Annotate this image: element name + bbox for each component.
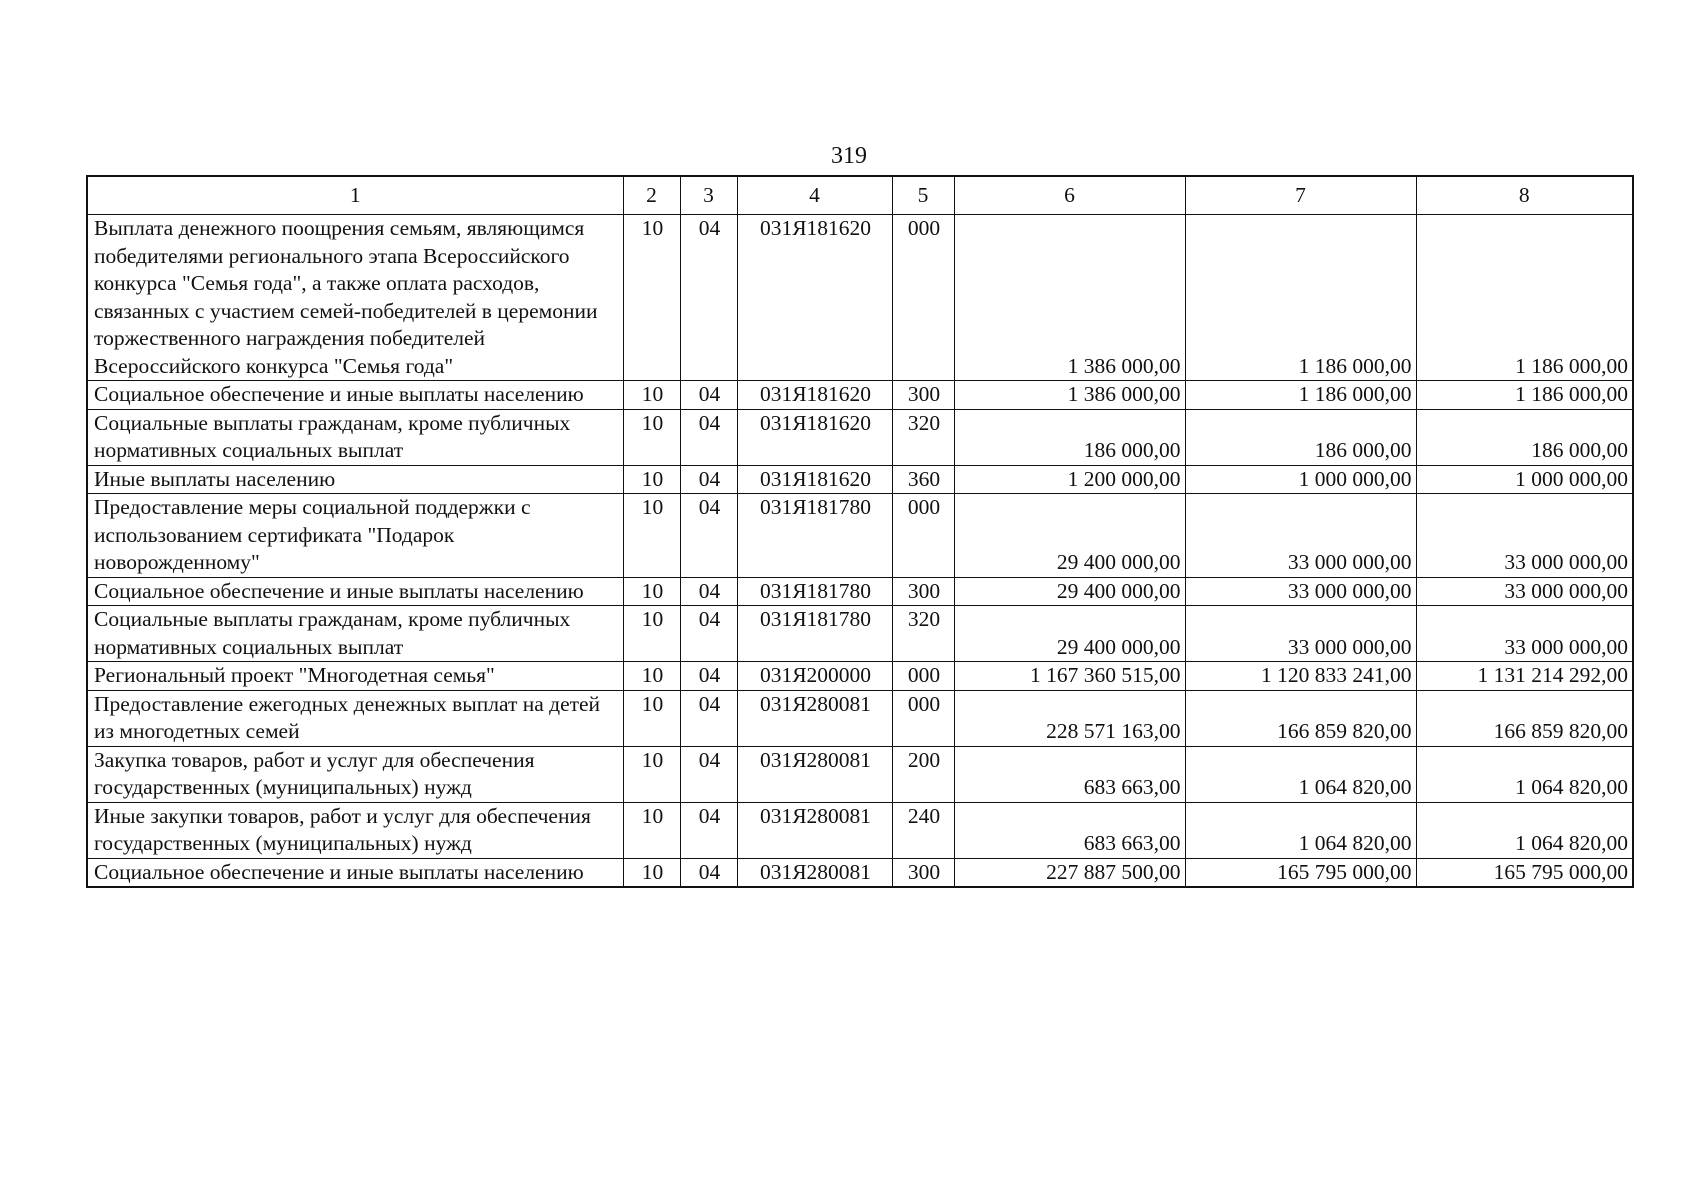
amount-col7-cell: 1 186 000,00 <box>1185 381 1416 410</box>
row-name-cell: Социальное обеспечение и иные выплаты населению <box>87 381 623 410</box>
target-article-cell: 031Я181620 <box>737 215 892 381</box>
section-code-cell: 10 <box>623 662 680 691</box>
amount-col8-cell: 33 000 000,00 <box>1416 494 1633 578</box>
amount-col6-cell: 683 663,00 <box>954 746 1185 802</box>
expense-type-cell: 240 <box>892 802 954 858</box>
subsection-code-cell: 04 <box>680 746 737 802</box>
row-name-cell: Выплата денежного поощрения семьям, являющимся победителями регионального этапа Всероссийского конкурса "Семья года", а также оплата расходов, связанных с участием семей-победителей в церемонии торжественного награждения победителей Всероссийского конкурса "Семья года" <box>87 215 623 381</box>
expense-type-cell: 320 <box>892 409 954 465</box>
section-code-cell: 10 <box>623 465 680 494</box>
row-name-cell: Социальное обеспечение и иные выплаты населению <box>87 858 623 887</box>
budget-table <box>86 175 1634 888</box>
amount-col7-cell: 1 000 000,00 <box>1185 465 1416 494</box>
amount-col7-cell: 33 000 000,00 <box>1185 606 1416 662</box>
column-header: 5 <box>892 176 954 215</box>
amount-col8-cell: 186 000,00 <box>1416 409 1633 465</box>
subsection-code-cell: 04 <box>680 606 737 662</box>
row-name-cell: Предоставление ежегодных денежных выплат на детей из многодетных семей <box>87 690 623 746</box>
amount-col8-cell: 1 064 820,00 <box>1416 746 1633 802</box>
subsection-code-cell: 04 <box>680 802 737 858</box>
amount-col7-cell: 166 859 820,00 <box>1185 690 1416 746</box>
amount-col7-cell: 1 120 833 241,00 <box>1185 662 1416 691</box>
column-header: 1 <box>87 176 623 215</box>
section-code-cell: 10 <box>623 381 680 410</box>
expense-type-cell: 320 <box>892 606 954 662</box>
row-name-cell: Предоставление меры социальной поддержки с использованием сертификата "Подарок новорожденному" <box>87 494 623 578</box>
target-article-cell: 031Я181780 <box>737 494 892 578</box>
section-code-cell: 10 <box>623 215 680 381</box>
expense-type-cell: 200 <box>892 746 954 802</box>
target-article-cell: 031Я181780 <box>737 577 892 606</box>
target-article-cell: 031Я181620 <box>737 409 892 465</box>
amount-col8-cell: 1 000 000,00 <box>1416 465 1633 494</box>
column-header: 3 <box>680 176 737 215</box>
table-row <box>87 858 1633 887</box>
amount-col6-cell: 1 167 360 515,00 <box>954 662 1185 691</box>
amount-col8-cell: 1 064 820,00 <box>1416 802 1633 858</box>
table-row <box>87 409 1633 465</box>
amount-col6-cell: 29 400 000,00 <box>954 494 1185 578</box>
target-article-cell: 031Я280081 <box>737 858 892 887</box>
row-name-cell: Социальные выплаты гражданам, кроме публичных нормативных социальных выплат <box>87 409 623 465</box>
section-code-cell: 10 <box>623 577 680 606</box>
section-code-cell: 10 <box>623 858 680 887</box>
amount-col6-cell: 227 887 500,00 <box>954 858 1185 887</box>
expense-type-cell: 360 <box>892 465 954 494</box>
column-header: 2 <box>623 176 680 215</box>
page-number: 319 <box>831 143 867 169</box>
table-row <box>87 465 1633 494</box>
target-article-cell: 031Я181620 <box>737 465 892 494</box>
amount-col8-cell: 33 000 000,00 <box>1416 606 1633 662</box>
subsection-code-cell: 04 <box>680 577 737 606</box>
row-name-cell: Иные выплаты населению <box>87 465 623 494</box>
section-code-cell: 10 <box>623 409 680 465</box>
amount-col8-cell: 1 186 000,00 <box>1416 215 1633 381</box>
amount-col7-cell: 165 795 000,00 <box>1185 858 1416 887</box>
table-row <box>87 690 1633 746</box>
amount-col6-cell: 29 400 000,00 <box>954 606 1185 662</box>
target-article-cell: 031Я181620 <box>737 381 892 410</box>
subsection-code-cell: 04 <box>680 381 737 410</box>
expense-type-cell: 300 <box>892 381 954 410</box>
expense-type-cell: 300 <box>892 577 954 606</box>
amount-col7-cell: 186 000,00 <box>1185 409 1416 465</box>
subsection-code-cell: 04 <box>680 494 737 578</box>
amount-col8-cell: 165 795 000,00 <box>1416 858 1633 887</box>
amount-col7-cell: 1 064 820,00 <box>1185 746 1416 802</box>
target-article-cell: 031Я181780 <box>737 606 892 662</box>
table-row <box>87 381 1633 410</box>
row-name-cell: Социальное обеспечение и иные выплаты населению <box>87 577 623 606</box>
row-name-cell: Социальные выплаты гражданам, кроме публичных нормативных социальных выплат <box>87 606 623 662</box>
section-code-cell: 10 <box>623 746 680 802</box>
amount-col6-cell: 29 400 000,00 <box>954 577 1185 606</box>
column-number-header-row <box>87 176 1633 215</box>
amount-col8-cell: 166 859 820,00 <box>1416 690 1633 746</box>
section-code-cell: 10 <box>623 494 680 578</box>
target-article-cell: 031Я280081 <box>737 746 892 802</box>
subsection-code-cell: 04 <box>680 215 737 381</box>
table-row <box>87 577 1633 606</box>
row-name-cell: Региональный проект "Многодетная семья" <box>87 662 623 691</box>
row-name-cell: Закупка товаров, работ и услуг для обеспечения государственных (муниципальных) нужд <box>87 746 623 802</box>
expense-type-cell: 000 <box>892 494 954 578</box>
column-header: 8 <box>1416 176 1633 215</box>
table-row <box>87 215 1633 381</box>
column-header: 7 <box>1185 176 1416 215</box>
column-header: 6 <box>954 176 1185 215</box>
amount-col8-cell: 33 000 000,00 <box>1416 577 1633 606</box>
amount-col8-cell: 1 131 214 292,00 <box>1416 662 1633 691</box>
target-article-cell: 031Я280081 <box>737 802 892 858</box>
target-article-cell: 031Я280081 <box>737 690 892 746</box>
amount-col7-cell: 1 186 000,00 <box>1185 215 1416 381</box>
expense-type-cell: 000 <box>892 690 954 746</box>
amount-col7-cell: 33 000 000,00 <box>1185 577 1416 606</box>
expense-type-cell: 300 <box>892 858 954 887</box>
expense-type-cell: 000 <box>892 215 954 381</box>
subsection-code-cell: 04 <box>680 465 737 494</box>
amount-col6-cell: 1 386 000,00 <box>954 381 1185 410</box>
amount-col6-cell: 186 000,00 <box>954 409 1185 465</box>
expense-type-cell: 000 <box>892 662 954 691</box>
amount-col7-cell: 1 064 820,00 <box>1185 802 1416 858</box>
subsection-code-cell: 04 <box>680 409 737 465</box>
target-article-cell: 031Я200000 <box>737 662 892 691</box>
row-name-cell: Иные закупки товаров, работ и услуг для обеспечения государственных (муниципальных) нужд <box>87 802 623 858</box>
amount-col6-cell: 1 386 000,00 <box>954 215 1185 381</box>
subsection-code-cell: 04 <box>680 690 737 746</box>
amount-col6-cell: 683 663,00 <box>954 802 1185 858</box>
table-row <box>87 746 1633 802</box>
section-code-cell: 10 <box>623 690 680 746</box>
section-code-cell: 10 <box>623 606 680 662</box>
table-row <box>87 606 1633 662</box>
table-row <box>87 494 1633 578</box>
amount-col6-cell: 1 200 000,00 <box>954 465 1185 494</box>
subsection-code-cell: 04 <box>680 858 737 887</box>
table-row <box>87 802 1633 858</box>
amount-col6-cell: 228 571 163,00 <box>954 690 1185 746</box>
amount-col7-cell: 33 000 000,00 <box>1185 494 1416 578</box>
amount-col8-cell: 1 186 000,00 <box>1416 381 1633 410</box>
section-code-cell: 10 <box>623 802 680 858</box>
subsection-code-cell: 04 <box>680 662 737 691</box>
column-header: 4 <box>737 176 892 215</box>
table-row <box>87 662 1633 691</box>
